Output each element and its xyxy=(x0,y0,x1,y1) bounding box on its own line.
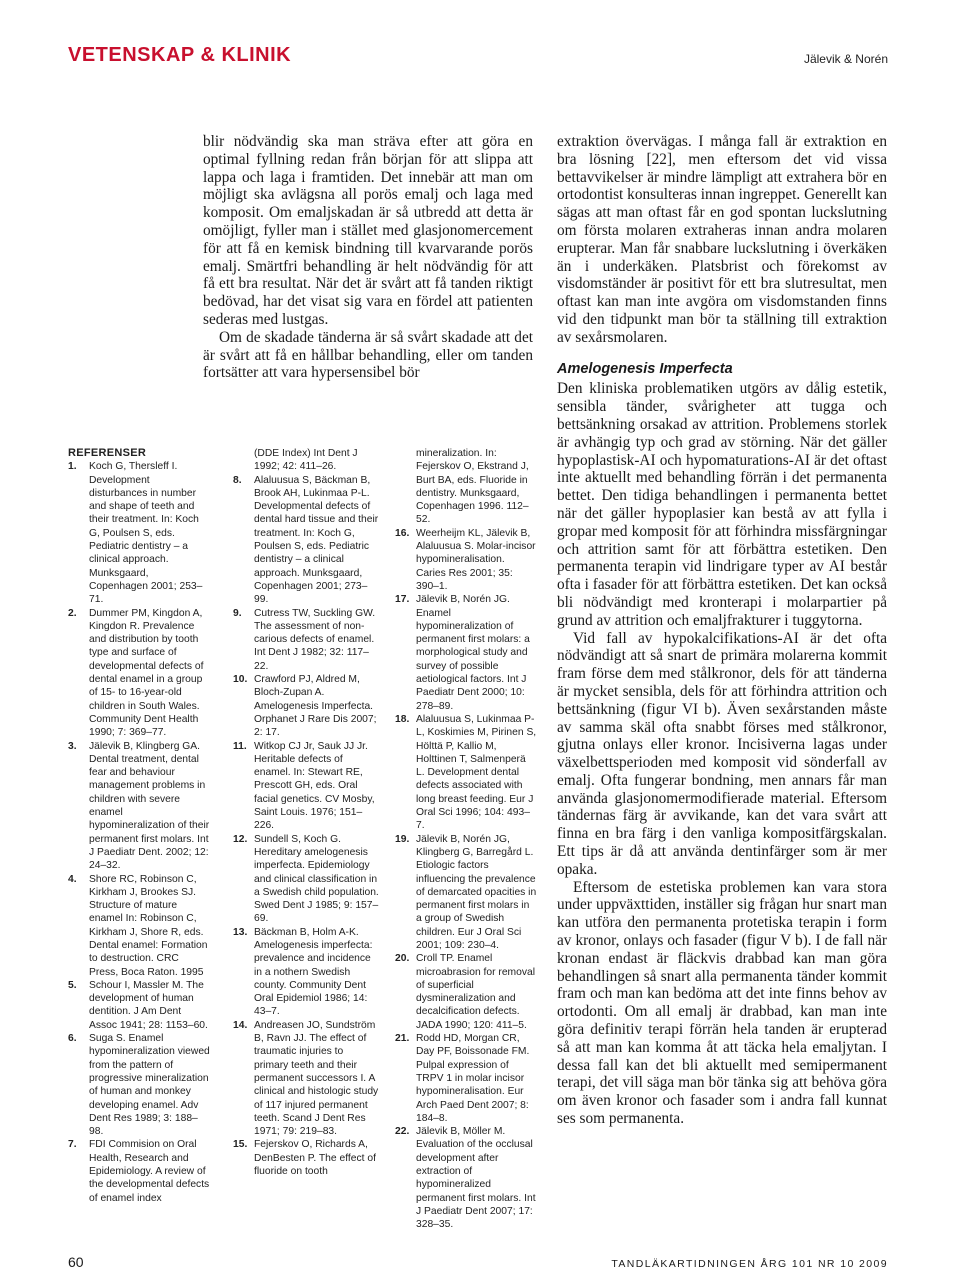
reference-text: Jälevik B, Norén JG. Enamel hypomineralization of permanent first molars: a morphological study and survey of possible aetiological factors. Int J Paediatr Dent 2000; 10: 278–89. xyxy=(416,594,530,712)
reference-item xyxy=(395,1032,537,1125)
reference-text: Sundell S, Koch G. Hereditary amelogenesis imperfecta. Epidemiology and clinical classification in a Swedish child population. Swed Dent J 1985; 9: 157–69. xyxy=(254,833,379,925)
reference-item xyxy=(395,593,537,713)
body-column-middle xyxy=(203,133,533,382)
paragraph: extraktion övervägas. I många fall är extraktion en bra lösning [22], men eftersom det vid vissa bettavvikelser är mindre lämpligt att extrahera bör en ortodontist konsulteras innan ingreppet. Generellt kan sägas att man oftast får en god spontan luckslutning om första molaren extraheras innan andra molaren erupterar. Man får snabbare luckslutning i överkäken än i underkäken. Platsbrist och förekomst av visdomständer är positivt för ett bra slutresultat, men oftast kan man inte avgöra om visdomstanden finns vid den tidpunkt man bör ta ställning till extraktion av sexårsmolaren. xyxy=(557,133,887,346)
reference-item xyxy=(233,474,379,607)
reference-item xyxy=(395,1125,537,1231)
reference-text: Andreasen JO, Sundström B, Ravn JJ. The effect of traumatic injuries to primary teeth and their permanent successors I. A clinical and histologic study of 117 injured permanent teeth. Scand J Dent Res 1971; 79: 219–83. xyxy=(254,1019,379,1138)
reference-continuation: (DDE Index) Int Dent J 1992; 42: 411–26. xyxy=(254,448,358,473)
reference-item xyxy=(68,740,210,873)
reference-item xyxy=(233,673,379,739)
reference-number: 20. xyxy=(395,953,410,965)
reference-text: Dummer PM, Kingdon A, Kingdon R. Prevalence and distribution by tooth type and surface of developmental defects of dental enamel in a group of 15- to 16-year-old children in South Wales. Community Dent Health 1990; 7: 369–77. xyxy=(89,607,204,739)
reference-number: 16. xyxy=(395,527,410,539)
journal-name: TANDLÄKARTIDNINGEN ÅRG 101 NR 10 2009 xyxy=(611,1258,888,1270)
reference-text: Weerheijm KL, Jälevik B, Alaluusua S. Molar-incisor hypomineralisation. Caries Res 2001; 35: 390–1. xyxy=(416,527,536,592)
reference-number: 1. xyxy=(68,461,77,473)
reference-number: 15. xyxy=(233,1139,248,1151)
reference-text: Cutress TW, Suckling GW. The assessment of non-carious defects of enamel. Int Dent J 1982; 32: 117–22. xyxy=(254,607,376,672)
page-header xyxy=(68,44,888,72)
reference-number: 19. xyxy=(395,833,410,845)
references-column-1 xyxy=(68,447,210,1205)
reference-item xyxy=(233,607,379,673)
reference-number: 12. xyxy=(233,833,248,845)
reference-number: 7. xyxy=(68,1139,77,1151)
reference-number: 4. xyxy=(68,873,77,885)
reference-text: Crawford PJ, Aldred M, Bloch-Zupan A. Amelogenesis Imperfecta. Orphanet J Rare Dis 2007; 2: 17. xyxy=(254,674,377,739)
reference-item xyxy=(395,833,537,953)
reference-item xyxy=(395,527,537,593)
section-title: VETENSKAP & KLINIK xyxy=(68,44,292,66)
reference-text: Schour I, Massler M. The development of human dentition. J Am Dent Assoc 1941; 28: 1153–60. xyxy=(89,979,208,1031)
reference-number: 14. xyxy=(233,1019,248,1031)
reference-text: Fejerskov O, Richards A, DenBesten P. The effect of fluoride on tooth xyxy=(254,1139,376,1178)
reference-text: Jälevik B, Norén JG, Klingberg G, Barregård L. Etiologic factors influencing the prevalence of demarcated opacities in permanent first molars in a group of Swedish children. Eur J Oral Sci 2001; 109: 230–4. xyxy=(416,833,537,951)
body-column-right xyxy=(557,133,887,1128)
reference-number: 18. xyxy=(395,713,410,725)
paragraph: Om de skadade tänderna är så svårt skadade att det är svårt att få en hållbar behandling, eller om tanden fortsätter att vara hypersensibel bör xyxy=(203,328,533,382)
reference-text: FDI Commision on Oral Health, Research and Epidemiology. A review of the developmental defects of enamel index xyxy=(89,1139,210,1204)
reference-text: Koch G, Thersleff I. Development disturbances in number and shape of teeth and their treatment. In: Koch G, Poulsen S, eds. Pediatric dentistry – a clinical approach. Munksgaard, Copenhagen 2001; 253–71. xyxy=(89,461,203,606)
reference-item xyxy=(68,979,210,1032)
reference-item xyxy=(68,873,210,979)
reference-number: 11. xyxy=(233,740,247,752)
paragraph: blir nödvändig ska man sträva efter att göra en optimal fyllning redan från början för att slippa att lappa och laga i framtiden. Det innebär att man om möjligt ska avlägsna all porös emalj och laga med komposit. Om emaljskadan är så utbredd att detta är omöjligt, fyller man i stället med glasjonomercement för att få en kemisk bindning till kvarvarande porös emalj. Smärtfri behandling är helt nödvändig för att få ett bra resultat. När det är svårt att få tanden riktigt bedövad, har det visat sig vara en fördel att patienten sederas med lustgas. xyxy=(203,133,533,328)
reference-item xyxy=(395,952,537,1032)
reference-item xyxy=(395,713,537,833)
reference-text: Jälevik B, Klingberg GA. Dental treatment, dental fear and behaviour management problems in children with severe enamel hypomineralization of their permanent first molars. Int J Paediatr Dent. 2002; 12: 24–32. xyxy=(89,740,210,872)
references-title: REFERENSER xyxy=(68,447,147,459)
reference-number: 8. xyxy=(233,474,242,486)
reference-item xyxy=(68,1138,210,1204)
references-column-3 xyxy=(395,447,537,1232)
reference-number: 3. xyxy=(68,740,77,752)
reference-number: 10. xyxy=(233,674,248,686)
reference-number: 13. xyxy=(233,926,248,938)
reference-number: 17. xyxy=(395,594,410,606)
reference-number: 6. xyxy=(68,1033,77,1045)
reference-number: 5. xyxy=(68,979,77,991)
reference-text: Witkop CJ Jr, Sauk JJ Jr. Heritable defects of enamel. In: Stewart RE, Prescott GH, eds. Oral facial genetics. CV Mosby, Saint Louis. 1976; 151–226. xyxy=(254,740,375,832)
paragraph: Vid fall av hypokalcifikations-AI är det ofta nödvändigt att så snart de primära molarerna kommit fram förse dem med stålkronor, dels för att tänderna är mycket sensibla, dels för att förhindra attrition och bettsänkning (figur VI b). Även sexårstanden måste av samma skäl ofta snabbt förses med stålkronor, gjutna onlays eller kronor. Incisiverna lagas under växelbettsperioden med komposit vid sönderfall av emalj. Ofta fungerar bondning, men annars får man använda glasjonomermodifierade material. Eftersom tändernas färg är avvikande, kan det vara svårt att finna en bra färg i den vanliga kompositfärgskalan. Ett tips är då att använda dentinfärger som är mer opaka. xyxy=(557,629,887,878)
paragraph: Eftersom de estetiska problemen kan vara stora under uppväxttiden, inställer sig frågan hur snart man kan utföra den permanenta protetiska terapin i form av kronor, onlays och fasader (figur V b). I de fall när kronan endast är fläckvis drabbad kan man göra behandlingen så snart alla permanenta tänder kommit fram och man kan bedöma att det inte finns behov av ortodonti. Om all emalj är drabbad, kan man inte göra definitiv terapi förrän hela tanden är erupterad så att man kan komma åt att täcka hela emaljytan. I dessa fall kan det bli aktuellt med semipermanent terapi, det vill säga man bör tänka sig att behöva göra om även kronor och fasader som i andra fall kunnat ses som permanenta. xyxy=(557,878,887,1128)
reference-item xyxy=(233,740,379,833)
page-number: 60 xyxy=(68,1254,84,1270)
reference-number: 22. xyxy=(395,1126,410,1138)
running-authors: Jälevik & Norén xyxy=(803,52,888,66)
reference-item xyxy=(233,926,379,1019)
reference-number: 9. xyxy=(233,607,242,619)
reference-text: Alaluusua S, Lukinmaa P-L, Koskimies M, Pirinen S, Hölttä P, Kallio M, Holttinen T, Salmenperä L. Development dental defects associated with long breast feeding. Eur J Oral Sci 1996; 104: 493–7. xyxy=(416,713,537,832)
reference-text: Alaluusua S, Bäckman B, Brook AH, Lukinmaa P-L. Developmental defects of dental hard tissue and their treatment. In: Koch G, Poulsen S, eds. Pediatric dentistry – a clinical approach. Munksgaard, Copenhagen 2001; 273–99. xyxy=(254,474,379,606)
reference-item xyxy=(68,607,210,740)
page-footer xyxy=(68,1254,888,1272)
reference-text: Croll TP. Enamel microabrasion for removal of superficial dysmineralization and decalcification defects. JADA 1990; 120: 411–5. xyxy=(416,953,536,1031)
reference-item xyxy=(233,833,379,926)
reference-item xyxy=(68,460,210,606)
reference-item xyxy=(68,1032,210,1138)
references-column-2 xyxy=(233,447,379,1178)
subheading: Amelogenesis Imperfecta xyxy=(557,360,733,377)
reference-text: Bäckman B, Holm A-K. Amelogenesis imperfecta: prevalence and incidence in a nothern Swedish county. Community Dent Oral Epidemiol 1986; 14: 43–7. xyxy=(254,926,373,1018)
reference-text: Rodd HD, Morgan CR, Day PF, Boissonade FM. Pulpal expression of TRPV 1 in molar incisor hypomineralisation. Eur Arch Paed Dent 2007; 8: 184–8. xyxy=(416,1033,530,1124)
reference-text: Jälevik B, Möller M. Evaluation of the occlusal development after extraction of hypomineralized permanent first molars. Int J Paediatr Dent 2007; 17: 328–35. xyxy=(416,1126,536,1231)
reference-text: Shore RC, Robinson C, Kirkham J, Brookes SJ. Structure of mature enamel In: Robinson C, Kirkham J, Shore R, eds. Dental enamel: Formation to destruction. CRC Press, Boca Raton. 1995 xyxy=(89,873,208,978)
reference-item xyxy=(233,1019,379,1139)
reference-continuation: mineralization. In: Fejerskov O, Ekstrand J, Burt BA, eds. Fluoride in dentistry. Munksgaard, Copenhagen 1996. 112–52. xyxy=(416,448,529,526)
reference-number: 21. xyxy=(395,1033,410,1045)
reference-item xyxy=(233,1138,379,1178)
reference-number: 2. xyxy=(68,607,77,619)
reference-text: Suga S. Enamel hypomineralization viewed from the pattern of progressive mineralization of human and monkey developing enamel. Adv Dent Res 1989; 3: 188–98. xyxy=(89,1033,210,1138)
paragraph: Den kliniska problematiken utgörs av dålig estetik, sensibla tänder, svårigheter att tugga och bettsänkning orsakad av attrition. Problemens storlek är avhängig typ och grad av störning. När det gäller hypoplastisk-AI och hypomaturations-AI är det oftast inte aktuellt med behandling förrän i det permanenta bettet. Den tidiga behandlingen i permanenta bettet när det gäller hypoplasier kan bestå av att fylla i gropar med komposit för att förhindra missfärgningar och attrition samt för att förbättra estetiken. Den permanenta terapin vid lindrigare typer av AI består ofta i fasader för att förbättra estetiken. Det kan också bli nödvändigt med kronterapi i molarpartier på grund av attrition och emaljfrakturer i tuggytorna. xyxy=(557,380,887,629)
